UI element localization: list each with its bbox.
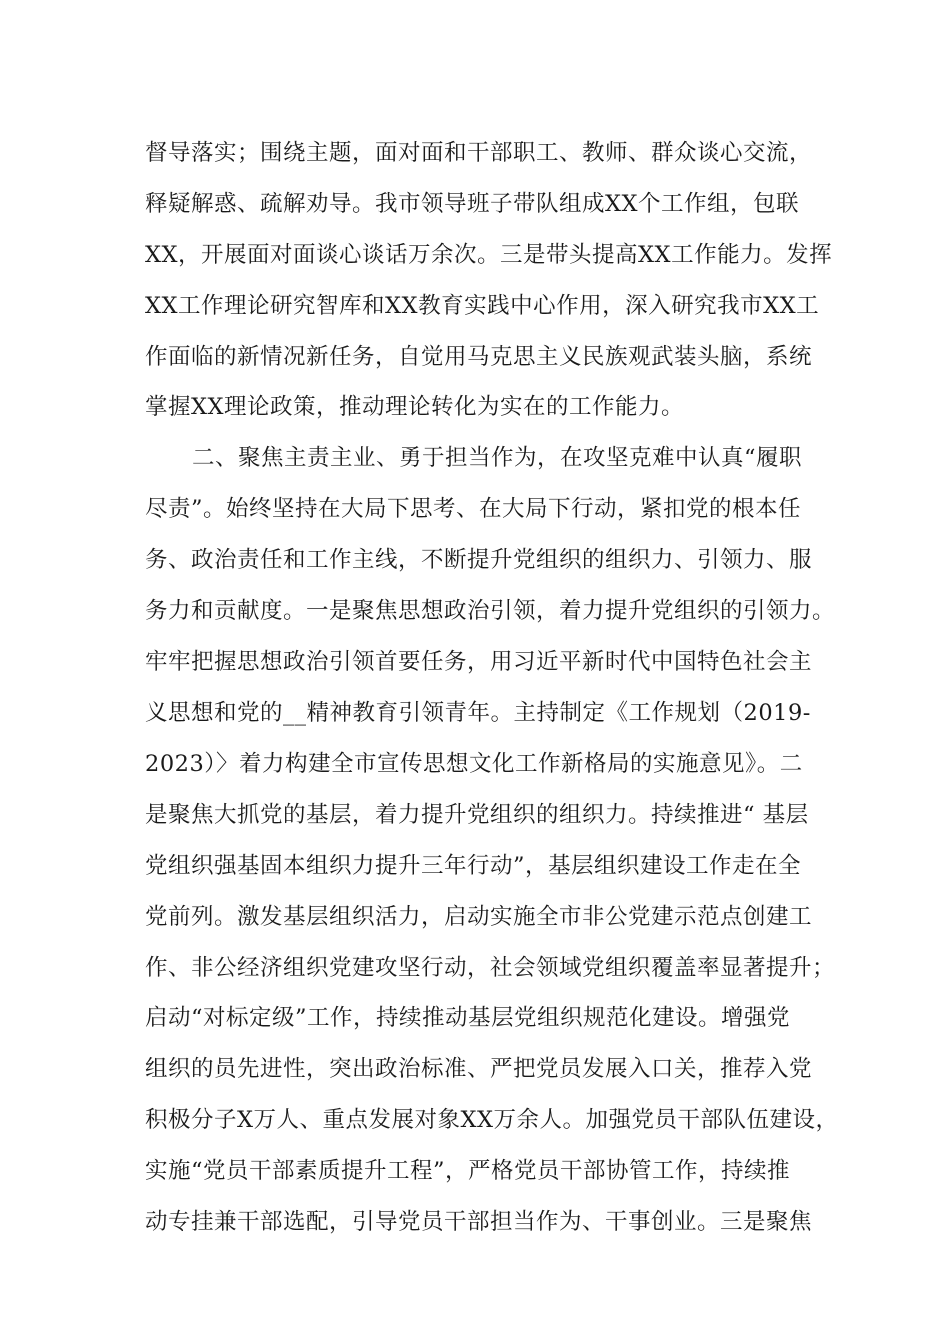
text-line-21: 实施“党员干部素质提升工程”，严格党员干部协管工作，持续推	[145, 1158, 791, 1184]
text-line-4: XX工作理论研究智库和XX教育实践中心作用，深入研究我市XX工	[145, 293, 820, 319]
text-line-22: 动专挂兼干部选配，引导党员干部担当作为、干事创业。三是聚焦	[145, 1209, 813, 1235]
text-line-14: 是聚焦大抓党的基层，着力提升党组织的组织力。持续推进“ 基层	[145, 802, 809, 828]
text-line-2: 释疑解惑、疏解劝导。我市领导班子带队组成XX个工作组，包联	[145, 191, 800, 217]
text-line-10: 务力和贡献度。一是聚焦思想政治引领，着力提升党组织的引领力。	[145, 598, 836, 624]
text-line-8: 尽责”。始终坚持在大局下思考、在大局下行动，紧扣党的根本任	[145, 496, 802, 522]
text-line-9: 务、政治责任和工作主线，不断提升党组织的组织力、引领力、服	[145, 547, 813, 573]
text-line-19: 组织的员先进性，突出政治标准、严把党员发展入口关，推荐入党	[145, 1056, 813, 1082]
text-line-16: 党前列。激发基层组织活力，启动实施全市非公党建示范点创建工	[145, 904, 813, 930]
text-line-6: 掌握XX理论政策，推动理论转化为实在的工作能力。	[145, 394, 685, 420]
text-line-12: 义思想和党的__精神教育引领青年。主持制定《工作规划（2019-	[145, 700, 811, 726]
text-line-11: 牢牢把握思想政治引领首要任务，用习近平新时代中国特色社会主	[145, 649, 813, 675]
text-line-20: 积极分子X万人、重点发展对象XX万余人。加强党员干部队伍建设，	[145, 1107, 839, 1133]
section-heading-line: 二、聚焦主责主业、勇于担当作为，在攻坚克难中认真“履职	[192, 445, 803, 471]
text-line-13: 2023）〉着力构建全市宣传思想文化工作新格局的实施意见》。二	[145, 751, 803, 777]
text-line-17: 作、非公经济组织党建攻坚行动，社会领域党组织覆盖率显著提升；	[145, 955, 836, 981]
text-line-3: XX，开展面对面谈心谈话万余次。三是带头提高XX工作能力。发挥	[145, 242, 833, 268]
text-line-15: 党组织强基固本组织力提升三年行动”，基层组织建设工作走在全	[145, 853, 802, 879]
text-line-5: 作面临的新情况新任务，自觉用马克思主义民族观武装头脑，系统	[145, 344, 813, 370]
text-line-1: 督导落实；围绕主题，面对面和干部职工、教师、群众谈心交流，	[145, 140, 813, 166]
text-line-18: 启动“对标定级”工作，持续推动基层党组织规范化建设。增强党	[145, 1005, 791, 1031]
